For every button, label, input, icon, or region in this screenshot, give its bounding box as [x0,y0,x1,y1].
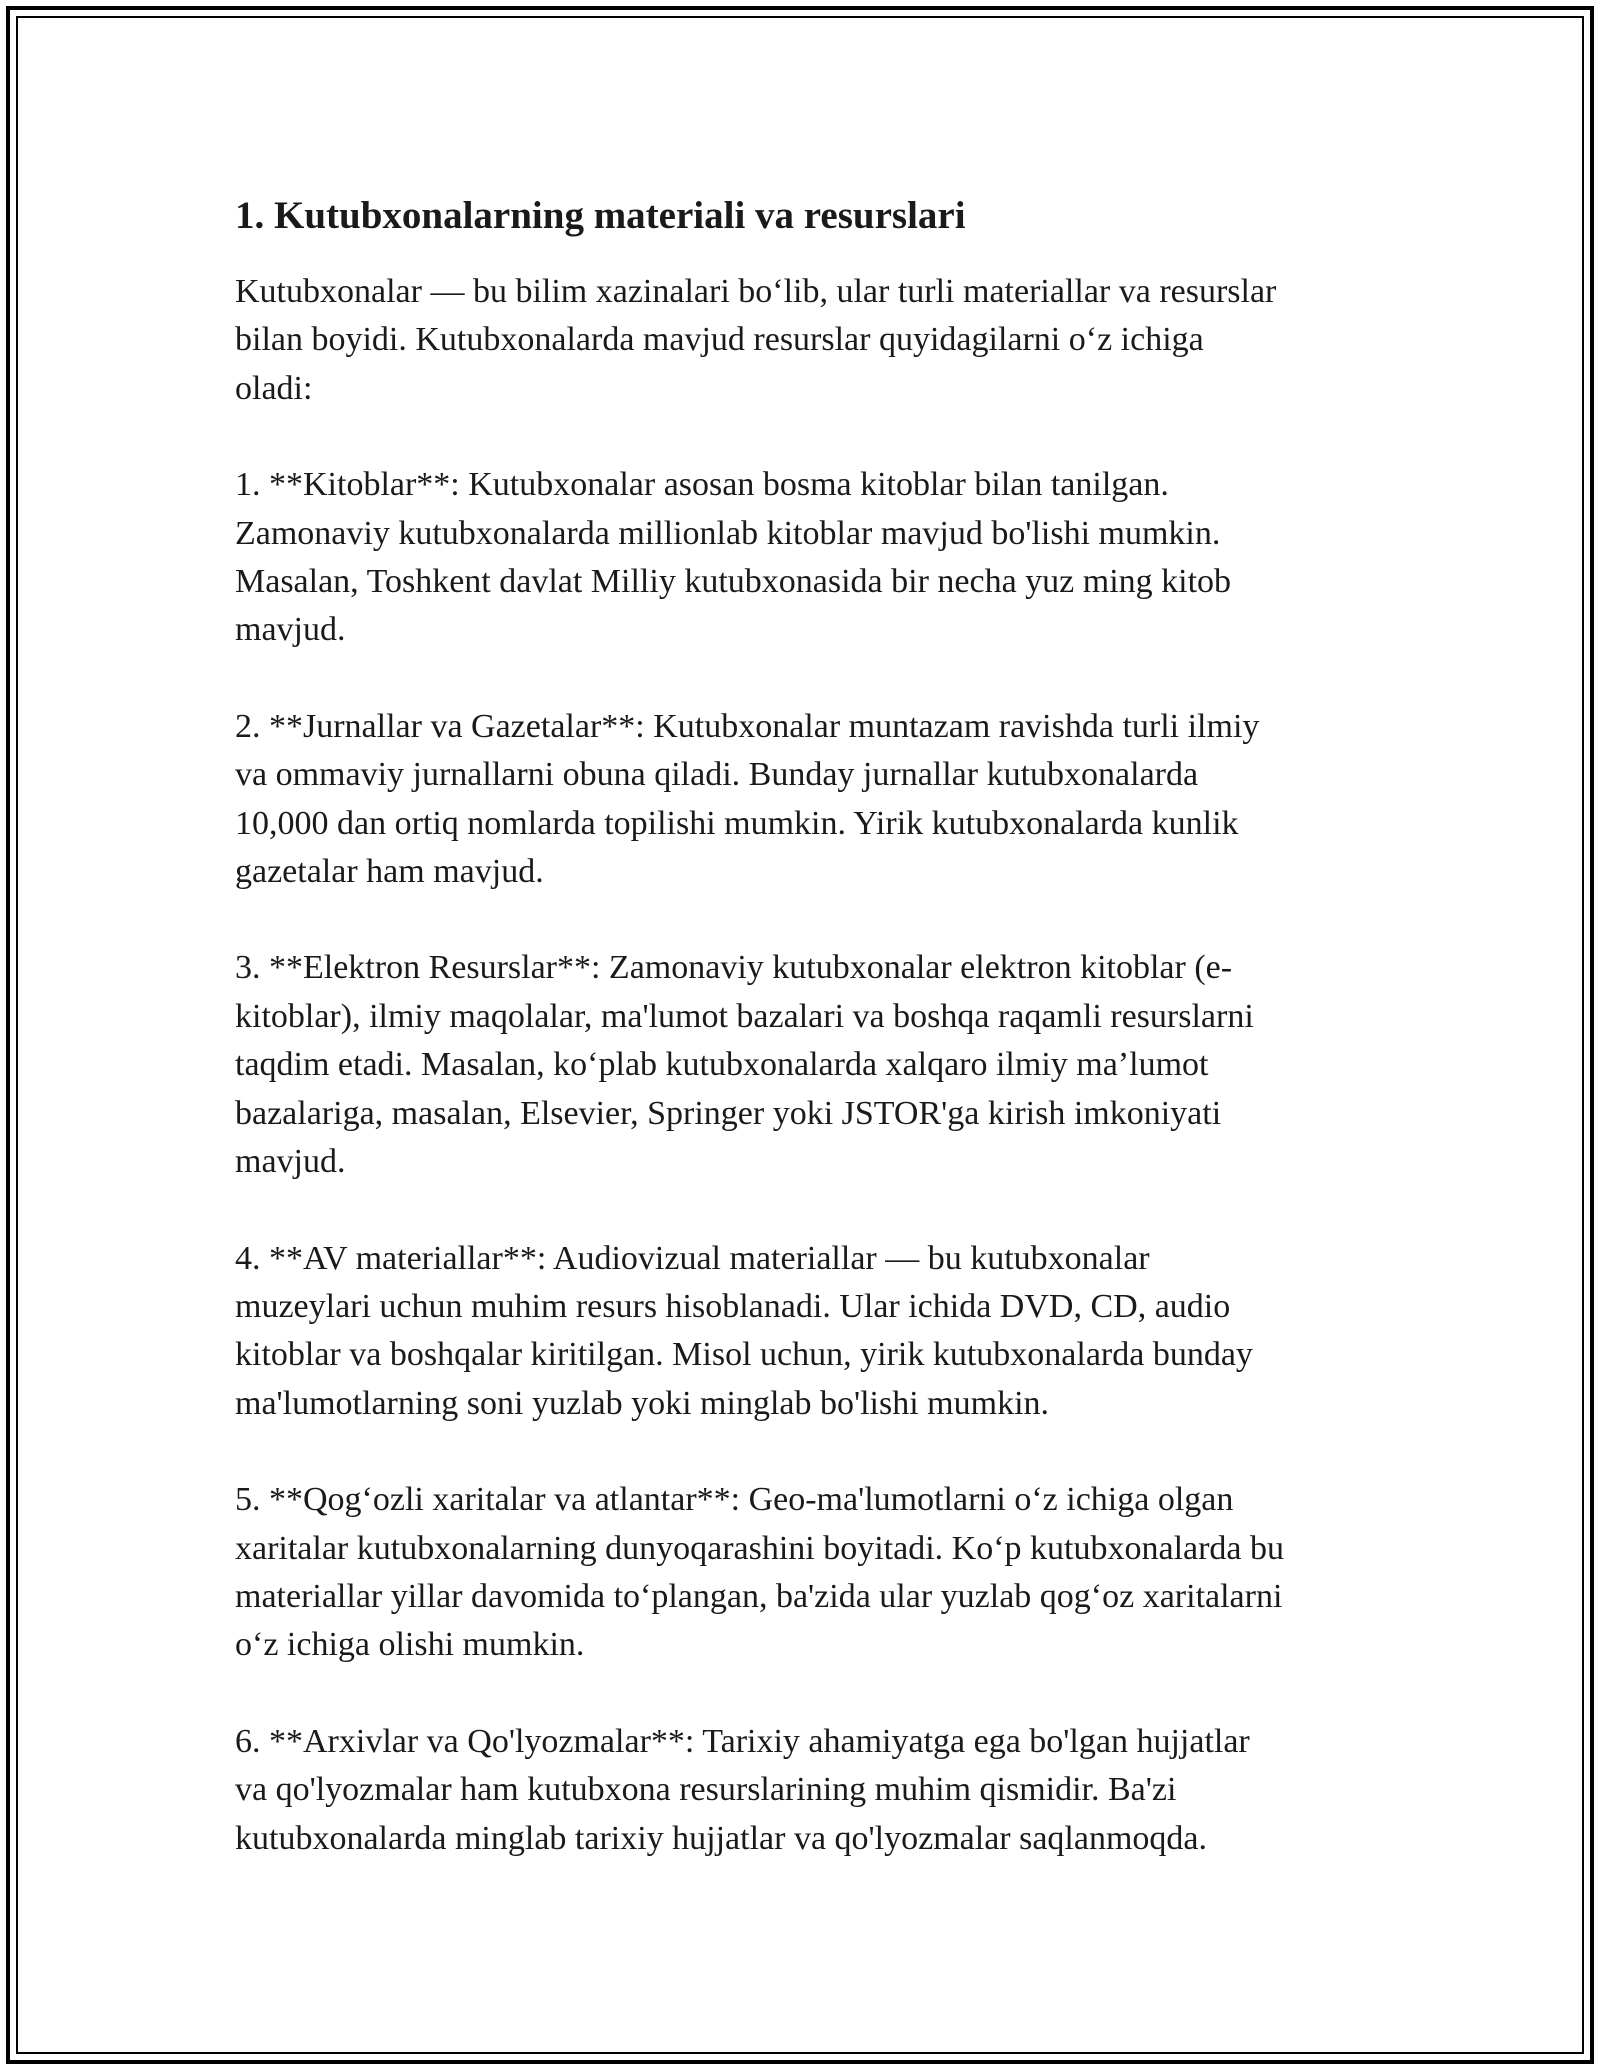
intro-paragraph: Kutubxonalar — bu bilim xazinalari bo‘lib, ular turli materiallar va resurslar bilan boyidi. Kutubxonalarda mavjud resurslar quyidagilarni o‘z ichiga oladi: [235,273,1277,407]
paragraph-elektron-resurslar: 3. **Elektron Resurslar**: Zamonaviy kutubxonalar elektron kitoblar (e- kitoblar), ilmiy maqolalar, ma'lumot bazalari va boshqa raqamli resurslarni taqdim etadi. Masalan, ko‘plab kutubxonalarda xalqaro ilmiy ma’lumot bazalariga, masalan, Elsevier, Springer yoki JSTOR'ga kirish imkoniyati mavjud. [235,949,1254,1181]
paragraph-kitoblar: 1. **Kitoblar**: Kutubxonalar asosan bosma kitoblar bilan tanilgan. Zamonaviy kutubxonalarda millionlab kitoblar mavjud bo'lishi mumkin. Masalan, Toshkent davlat Milliy kutubxonasida bir necha yuz ming kitob mavjud. [235,466,1232,649]
paragraph-arxivlar: 6. **Arxivlar va Qo'lyozmalar**: Tarixiy ahamiyatga ega bo'lgan hujjatlar va qo'lyozmalar ham kutubxona resurslarining muhim qismidir. Ba'zi kutubxonalarda minglab tarixiy hujjatlar va qo'lyozmalar saqlanmoqda. [235,1722,1250,1857]
document-title: 1. Kutubxonalarning materiali va resurslari [235,194,966,237]
document-body [235,186,1375,1911]
paragraph-xaritalar: 5. **Qog‘ozli xaritalar va atlantar**: Geo-ma'lumotlarni o‘z ichiga olgan xaritalar kutubxonalarning dunyoqarashini boyitadi. Ko‘p kutubxonalarda bu materiallar yillar davomida to‘plangan, ba'zida ular yuzlab qog‘oz xaritalarni o‘z ichiga olishi mumkin. [235,1481,1285,1664]
paragraph-jurnallar: 2. **Jurnallar va Gazetalar**: Kutubxonalar muntazam ravishda turli ilmiy va ommaviy jurnallarni obuna qiladi. Bunday jurnallar kutubxonalarda 10,000 dan ortiq nomlarda topilishi mumkin. Yirik kutubxonalarda kunlik gazetalar ham mavjud. [235,707,1260,891]
paragraph-av-materiallar: 4. **AV materiallar**: Audiovizual materiallar — bu kutubxonalar muzeylari uchun muhim resurs hisoblanadi. Ular ichida DVD, CD, audio kitoblar va boshqalar kiritilgan. Misol uchun, yirik kutubxonalarda bunday ma'lumotlarning soni yuzlab yoki minglab bo'lishi mumkin. [235,1239,1253,1422]
